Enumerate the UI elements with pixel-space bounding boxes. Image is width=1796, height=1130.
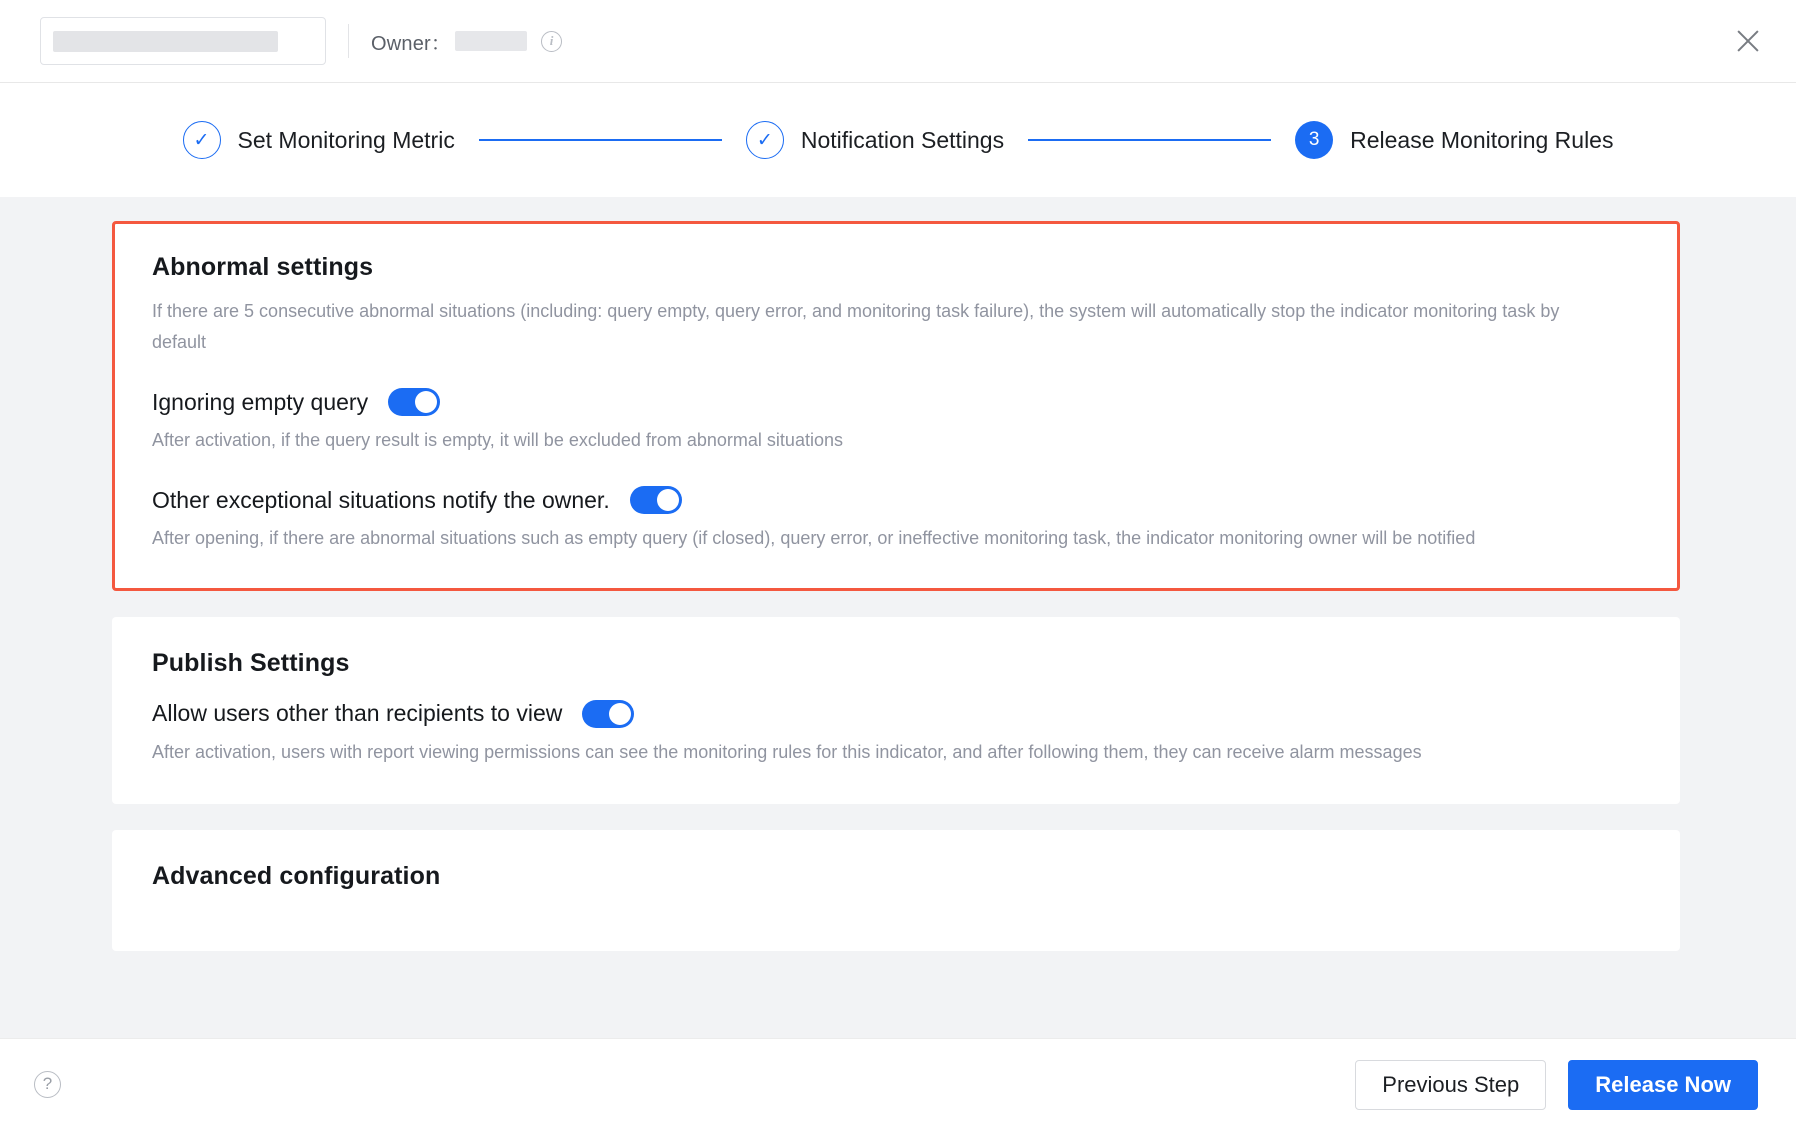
release-now-button[interactable]: Release Now xyxy=(1568,1060,1758,1110)
step-1-label: Set Monitoring Metric xyxy=(237,126,455,153)
abnormal-settings-card xyxy=(112,221,1680,591)
ignore-empty-query-toggle[interactable] xyxy=(388,388,440,416)
advanced-configuration-card xyxy=(112,830,1680,951)
info-icon[interactable]: i xyxy=(541,31,562,52)
publish-settings-card xyxy=(112,617,1680,804)
header-divider xyxy=(348,24,349,58)
dialog-body[interactable] xyxy=(0,197,1796,1038)
ignore-empty-query-description: After activation, if the query result is empty, it will be excluded from abnormal situations xyxy=(152,430,843,451)
step-2-circle: ✓ xyxy=(746,121,784,159)
allow-other-users-label: Allow users other than recipients to view xyxy=(152,700,563,726)
step-1-circle: ✓ xyxy=(183,121,221,159)
question-mark-icon[interactable]: ? xyxy=(34,1071,61,1098)
advanced-configuration-title: Advanced configuration xyxy=(152,861,441,890)
allow-other-users-toggle[interactable] xyxy=(582,700,634,728)
owner-field xyxy=(371,27,562,56)
notify-owner-row xyxy=(152,486,1640,514)
step-release-monitoring-rules[interactable] xyxy=(1295,121,1613,159)
owner-value xyxy=(455,31,527,51)
step-notification-settings[interactable] xyxy=(746,121,1004,159)
rule-title-input[interactable] xyxy=(40,17,326,65)
close-icon[interactable] xyxy=(1728,21,1768,61)
step-connector-2 xyxy=(1028,139,1271,141)
dialog-header xyxy=(0,0,1796,83)
notify-owner-toggle[interactable] xyxy=(630,486,682,514)
notify-owner-label: Other exceptional situations notify the owner. xyxy=(152,486,610,513)
publish-settings-title: Publish Settings xyxy=(152,648,350,677)
dialog-footer xyxy=(0,1038,1796,1130)
owner-label: Owner： xyxy=(371,32,452,55)
ignore-empty-query-label: Ignoring empty query xyxy=(152,388,369,415)
step-3-label: Release Monitoring Rules xyxy=(1350,126,1614,153)
abnormal-settings-title: Abnormal settings xyxy=(152,253,374,281)
step-connector-1 xyxy=(479,139,722,141)
step-3-circle: 3 xyxy=(1295,121,1333,159)
notify-owner-description: After opening, if there are abnormal situations such as empty query (if closed), query error, or ineffective monitoring task, the indicator monitoring owner will be notified xyxy=(152,528,1476,549)
allow-other-users-description: After activation, users with report viewing permissions can see the monitoring rules for this indicator, and after following them, they can receive alarm messages xyxy=(152,741,1422,762)
step-indicator xyxy=(0,83,1796,197)
rule-title-value xyxy=(53,31,278,52)
previous-step-button[interactable]: Previous Step xyxy=(1355,1060,1546,1110)
toggle-knob xyxy=(657,489,679,511)
step-set-monitoring-metric[interactable] xyxy=(183,121,455,159)
abnormal-settings-description: If there are 5 consecutive abnormal situations (including: query empty, query error, and monitoring task failure), the system will automatically stop the indicator monitoring task by default xyxy=(152,301,1560,353)
allow-other-users-row xyxy=(152,700,1640,728)
toggle-knob xyxy=(609,703,631,725)
step-2-label: Notification Settings xyxy=(800,126,1005,153)
ignore-empty-query-row xyxy=(152,388,1640,416)
toggle-knob xyxy=(415,391,437,413)
